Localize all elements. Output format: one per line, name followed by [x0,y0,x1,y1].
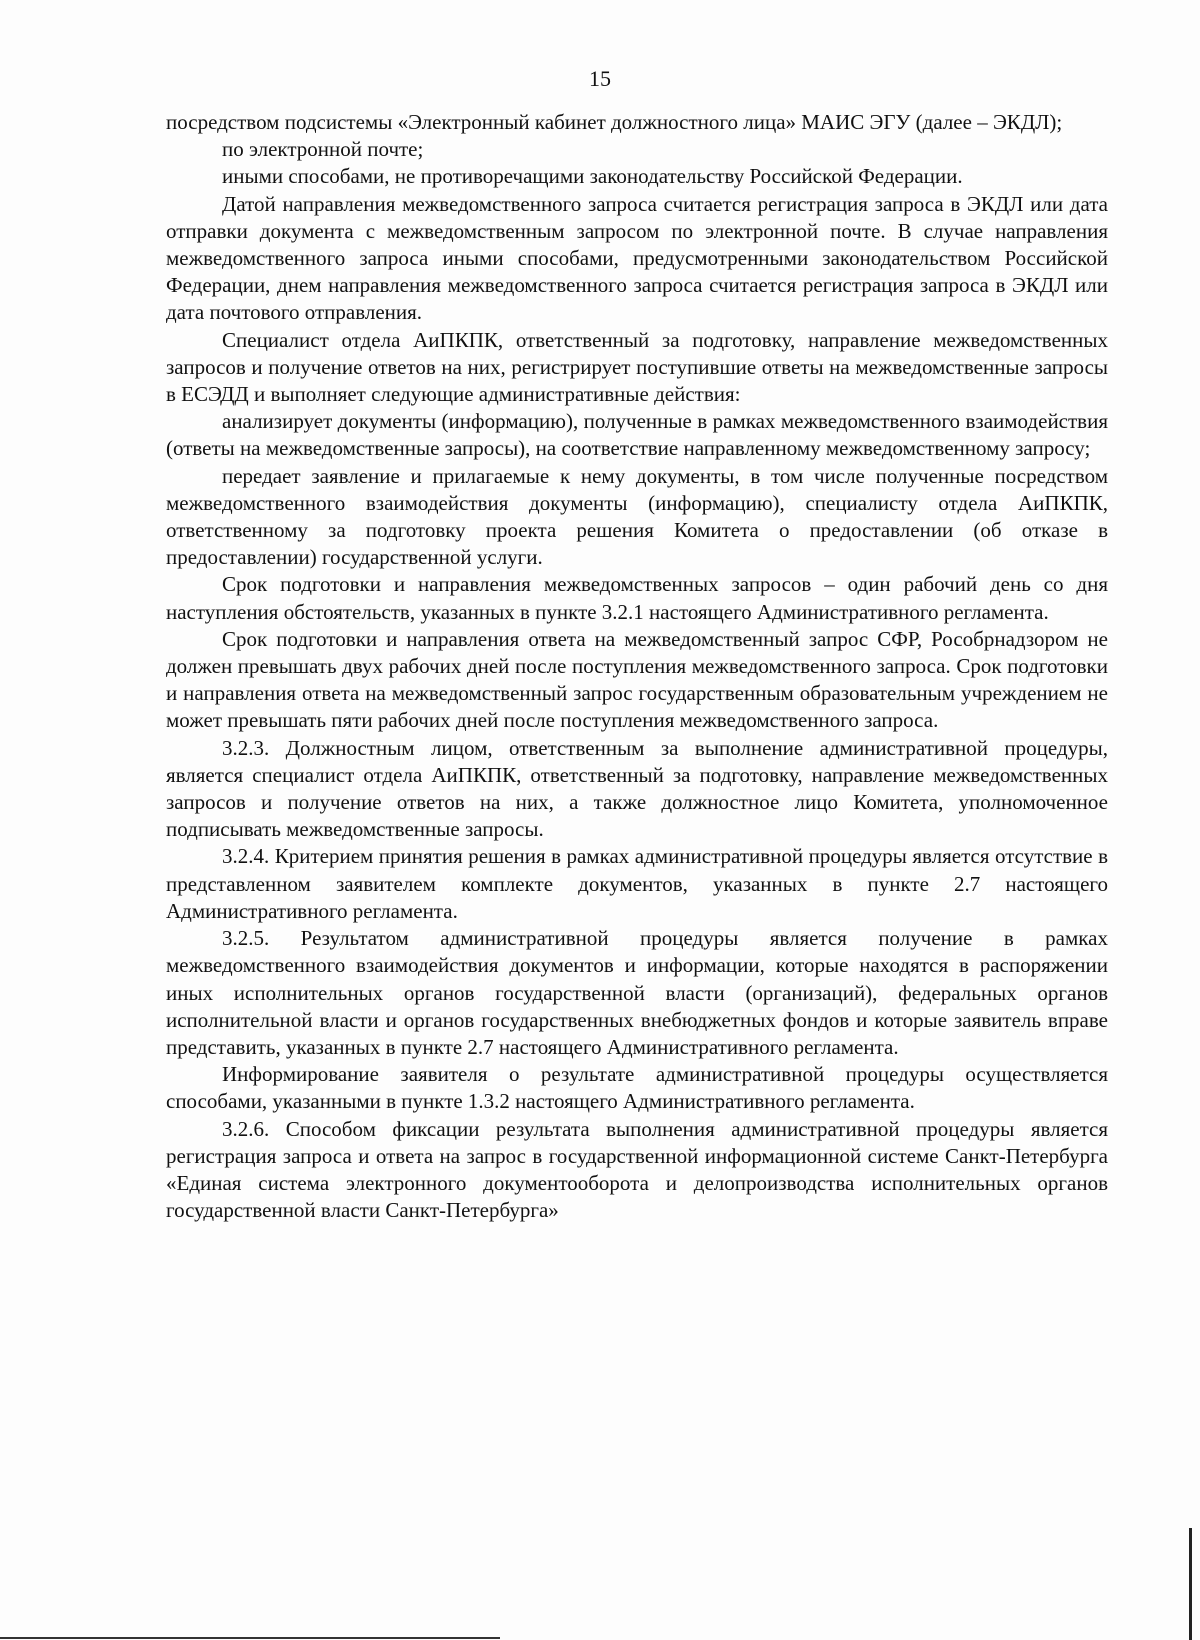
paragraph: Информирование заявителя о результате административной процедуры осуществляется способами, указанными в пункте 1.3.2 настоящего Административного регламента. [166,1062,1108,1114]
paragraph: иными способами, не противоречащими законодательству Российской Федерации. [222,164,963,189]
document-body [166,109,1108,1224]
paragraph: 3.2.6. Способом фиксации результата выполнения административной процедуры является регистрация запроса и ответа на запрос в государственной информационной системе Санкт-Петербурга «Единая система электронного документооборота и делопроизводства исполнительных органов государственной власти Санкт-Петербурга» [166,1116,1108,1223]
paragraph: 3.2.3. Должностным лицом, ответственным за выполнение административной процедуры, является специалист отдела АиПКПК, ответственный за подготовку, направление межведомственных запросов и получение ответов на них, а также должностное лицо Комитета, уполномоченное подписывать межведомственные запросы. [166,735,1108,842]
paragraph: по электронной почте; [222,137,424,162]
paragraph: Срок подготовки и направления межведомственных запросов – один рабочий день со дня наступления обстоятельств, указанных в пункте 3.2.1 настоящего Административного регламента. [166,572,1108,624]
paragraph: 3.2.4. Критерием принятия решения в рамках административной процедуры является отсутствие в представленном заявителем комплекте документов, указанных в пункте 2.7 настоящего Административного регламента. [166,844,1108,923]
scan-edge-right [1189,1528,1192,1640]
page-number: 15 [589,66,611,91]
paragraph: посредством подсистемы «Электронный кабинет должностного лица» МАИС ЭГУ (далее – ЭКДЛ); [166,110,1063,134]
paragraph: передает заявление и прилагаемые к нему документы, в том числе полученные посредством межведомственного взаимодействия документы (информацию), специалисту отдела АиПКПК, ответственному за подготовку проекта решения Комитета о предоставлении (об отказе в предоставлении) государственной услуги. [166,463,1108,570]
paragraph: анализирует документы (информацию), полученные в рамках межведомственного взаимодействия (ответы на межведомственные запросы), на соответствие направленному межведомственному запросу; [166,409,1108,461]
paragraph: Срок подготовки и направления ответа на межведомственный запрос СФР, Рособрнадзором не должен превышать двух рабочих дней после поступления межведомственного запроса. Срок подготовки и направления ответа на межведомственный запрос государственным образовательным учреждением не может превышать пяти рабочих дней после поступления межведомственного запроса. [166,626,1108,733]
paragraph: Специалист отдела АиПКПК, ответственный за подготовку, направление межведомственных запросов и получение ответов на них, регистрирует поступившие ответы на межведомственные запросы в ЕСЭДД и выполняет следующие административные действия: [166,327,1108,407]
scan-edge-bottom [0,1637,500,1639]
paragraph: Датой направления межведомственного запроса считается регистрация запроса в ЭКДЛ или дата отправки документа с межведомственным запросом по электронной почте. В случае направления межведомственного запроса иными способами, предусмотренными законодательством Российской Федерации, днем направления межведомственного запроса считается регистрация запроса в ЭКДЛ или дата почтового отправления. [166,191,1108,325]
paragraph: 3.2.5. Результатом административной процедуры является получение в рамках межведомственного взаимодействия документов и информации, которые находятся в распоряжении иных исполнительных органов государственной власти (организаций), федеральных органов исполнительной власти и органов государственных внебюджетных фондов и которые заявитель вправе представить, указанных в пункте 2.7 настоящего Административного регламента. [166,926,1108,1059]
